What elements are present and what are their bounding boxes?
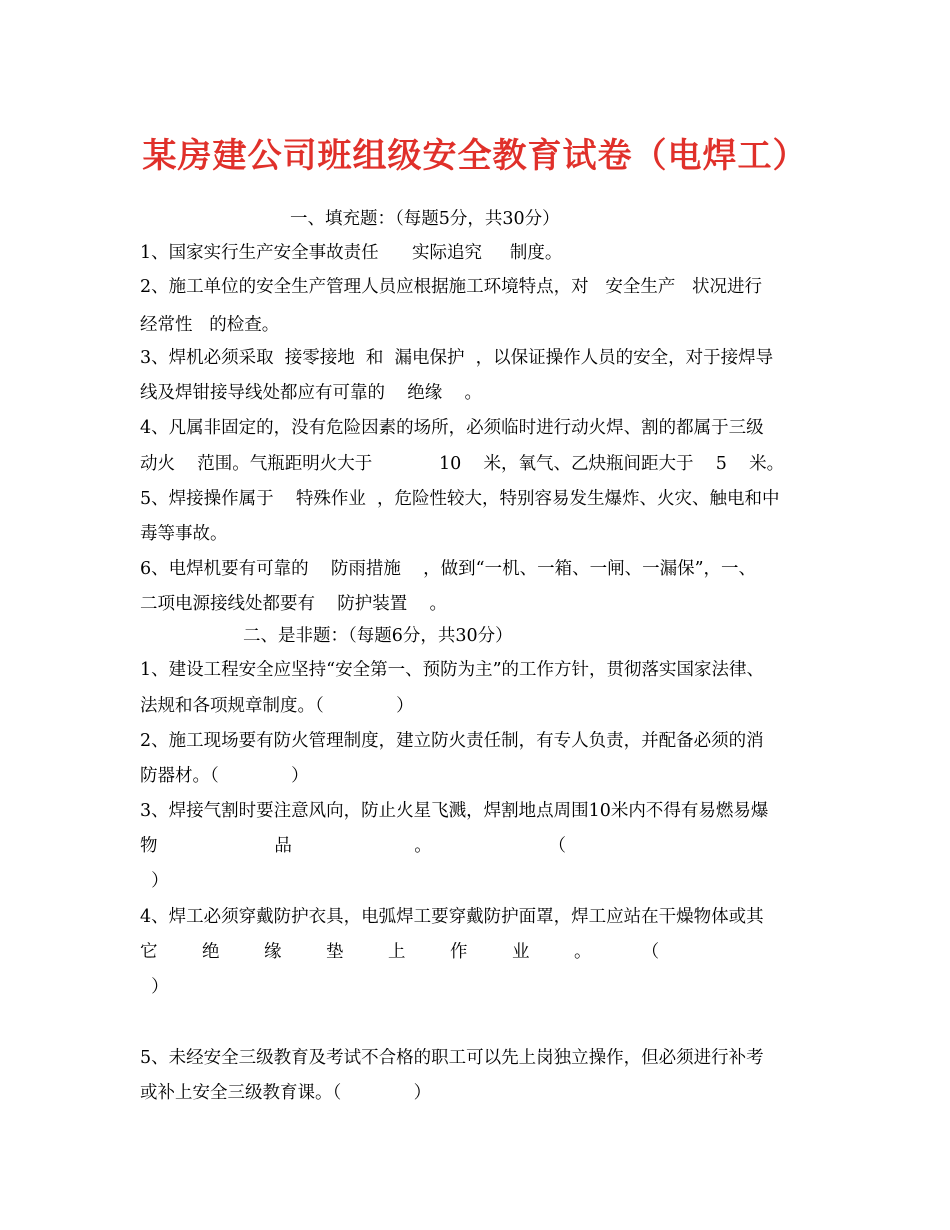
- question-line: ）: [140, 977, 169, 997]
- section-heading-true-false: 二、是非题：（每题6分，共30分）: [243, 626, 513, 646]
- question-line: 5、焊接操作属于 特殊作业 ，危险性较大，特别容易发生爆炸、火灾、触电和中: [140, 489, 780, 509]
- question-line: 二项电源接线处都要有 防护装置 。: [140, 594, 448, 614]
- section-heading-fill-in: 一、填充题：（每题5分，共30分）: [290, 209, 560, 229]
- question-line: 4、凡属非固定的，没有危险因素的场所，必须临时进行动火焊、割的都属于三级: [140, 418, 764, 438]
- document-title: 某房建公司班组级安全教育试卷（电焊工）: [142, 136, 808, 176]
- question-line: 动火 范围。气瓶距明火大于 10 米，氧气、乙炔瓶间距大于 5 米。: [140, 454, 785, 474]
- question-line: 防器材。（ ）: [140, 766, 309, 786]
- question-line: 1、国家实行生产安全事故责任 实际追究 制度。: [140, 243, 563, 263]
- question-line: 2、施工单位的安全生产管理人员应根据施工环境特点，对 安全生产 状况进行: [140, 277, 763, 297]
- question-line: 物 品 。 （: [140, 836, 567, 856]
- question-line: 5、未经安全三级教育及考试不合格的职工可以先上岗独立操作，但必须进行补考: [140, 1048, 764, 1068]
- question-line: 法规和各项规章制度。（ ）: [140, 696, 414, 716]
- question-line: 它 绝 缘 垫 上 作 业 。 （: [140, 942, 660, 962]
- question-line: 线及焊钳接导线处都应有可靠的 绝缘 。: [140, 383, 483, 403]
- question-line: 3、焊接气割时要注意风向，防止火星飞溅，焊割地点周围10米内不得有易燃易爆: [140, 801, 769, 821]
- question-line: 6、电焊机要有可靠的 防雨措施 ，做到“一机、一箱、一闸、一漏保”，一、: [140, 559, 757, 579]
- question-line: 或补上安全三级教育课。（ ）: [140, 1083, 432, 1103]
- question-line: 经常性 的检查。: [140, 315, 280, 335]
- question-line: 1、建设工程安全应坚持“安全第一、预防为主”的工作方针，贯彻落实国家法律、: [140, 660, 765, 680]
- question-line: 毒等事故。: [140, 524, 228, 544]
- question-line: 3、焊机必须采取 接零接地 和 漏电保护 ，以保证操作人员的安全，对于接焊导: [140, 348, 774, 368]
- question-line: 2、施工现场要有防火管理制度，建立防火责任制，有专人负责，并配备必须的消: [140, 731, 764, 751]
- question-line: 4、焊工必须穿戴防护衣具，电弧焊工要穿戴防护面罩，焊工应站在干燥物体或其: [140, 907, 764, 927]
- question-line: ）: [140, 871, 169, 891]
